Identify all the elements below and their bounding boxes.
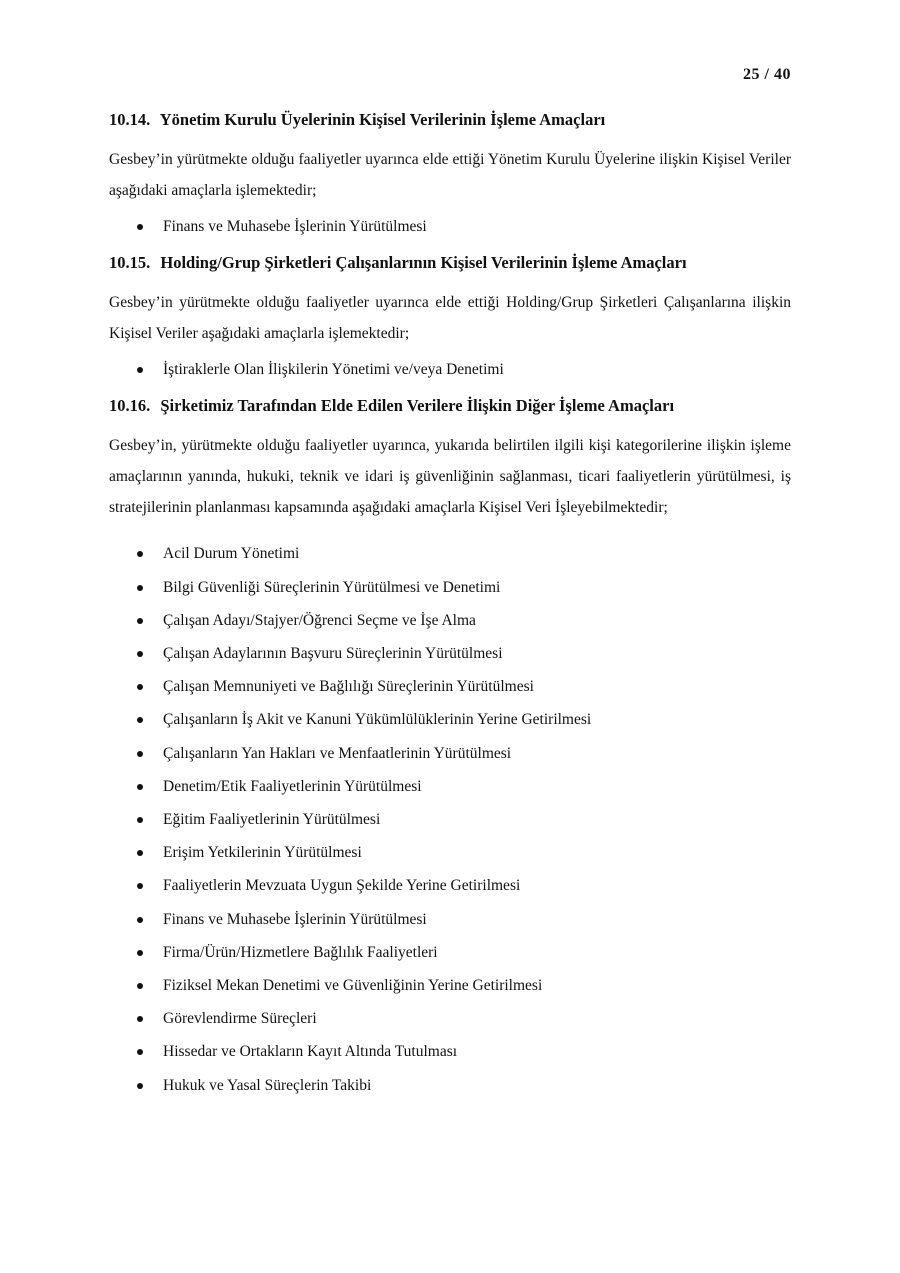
page-number: 25 / 40 [743, 66, 791, 83]
list-item [109, 604, 791, 637]
section-paragraph: Gesbey’in yürütmekte olduğu faaliyetler uyarınca elde ettiği Yönetim Kurulu Üyelerine ilişkin Kişisel Veriler aşağıdaki amaçlarla işlemektedir; [109, 151, 791, 199]
section-paragraph: Gesbey’in yürütmekte olduğu faaliyetler uyarınca elde ettiği Holding/Grup Şirketleri Çalışanlarına ilişkin Kişisel Veriler aşağıdaki amaçlarla işlemektedir; [109, 294, 791, 343]
list-item-text: Çalışan Adayı/Stajyer/Öğrenci Seçme ve İşe Alma [163, 611, 476, 629]
list-item [109, 803, 791, 836]
bullet-icon [137, 1083, 143, 1089]
list-item-text: Faaliyetlerin Mevzuata Uygun Şekilde Yerine Getirilmesi [163, 877, 521, 895]
list-item-text: Finans ve Muhasebe İşlerinin Yürütülmesi [163, 910, 427, 928]
list-item-text: Bilgi Güvenliği Süreçlerinin Yürütülmesi ve Denetimi [163, 578, 501, 596]
section-title: Şirketimiz Tarafından Elde Edilen Verilere İlişkin Diğer İşleme Amaçları [160, 396, 675, 416]
section-number: 10.16. [109, 396, 151, 416]
list-item-text: Hukuk ve Yasal Süreçlerin Takibi [163, 1076, 372, 1094]
section-heading [109, 251, 791, 275]
bullet-icon [137, 817, 143, 823]
section-number: 10.14. [109, 110, 151, 129]
bullet-icon [137, 684, 143, 690]
list-item-text: Acil Durum Yönetimi [163, 545, 300, 563]
list-item-text: Firma/Ürün/Hizmetlere Bağlılık Faaliyetleri [163, 943, 438, 961]
bullet-list [109, 353, 791, 386]
bullet-icon [137, 585, 143, 591]
list-item [109, 210, 791, 243]
list-item [109, 670, 791, 703]
bullet-icon [137, 784, 143, 790]
list-item [109, 571, 791, 604]
list-item-text: İştiraklerle Olan İlişkilerin Yönetimi ve/veya Denetimi [163, 361, 504, 379]
bullet-icon [137, 224, 143, 230]
section-number: 10.15. [109, 253, 151, 273]
bullet-icon [137, 717, 143, 723]
list-item-text: Erişim Yetkilerinin Yürütülmesi [163, 844, 362, 862]
list-item [109, 869, 791, 902]
list-item-text: Görevlendirme Süreçleri [163, 1010, 317, 1028]
bullet-icon [137, 618, 143, 624]
bullet-icon [137, 950, 143, 956]
list-item [109, 770, 791, 803]
list-item [109, 703, 791, 736]
list-item [109, 1035, 791, 1068]
bullet-icon [137, 883, 143, 889]
list-item-text: Hissedar ve Ortakların Kayıt Altında Tutulması [163, 1043, 458, 1061]
bullet-icon [137, 917, 143, 923]
section-10-16 [109, 394, 791, 1101]
section-title: Yönetim Kurulu Üyelerinin Kişisel Verilerinin İşleme Amaçları [159, 110, 606, 129]
section-title: Holding/Grup Şirketleri Çalışanlarının Kişisel Verilerinin İşleme Amaçları [160, 253, 687, 273]
list-item [109, 969, 791, 1002]
list-item-text: Çalışanların Yan Hakları ve Menfaatlerinin Yürütülmesi [163, 744, 512, 762]
list-item-text: Finans ve Muhasebe İşlerinin Yürütülmesi [163, 218, 427, 235]
list-item-text: Fiziksel Mekan Denetimi ve Güvenliğinin Yerine Getirilmesi [163, 977, 543, 995]
bullet-icon [137, 1016, 143, 1022]
section-heading [109, 108, 791, 132]
list-item [109, 936, 791, 969]
list-item [109, 903, 791, 936]
section-10-15 [109, 251, 791, 386]
section-paragraph: Gesbey’in, yürütmekte olduğu faaliyetler uyarınca, yukarıda belirtilen ilgili kişi kategorilerine ilişkin işleme amaçlarının yanında, hukuki, teknik ve idari iş güvenliğinin sağlanması, ticari faaliyetlerin yürütülmesi, iş stratejilerinin planlanması kapsamında aşağıdaki amaçlarla Kişisel Veri İşleyebilmektedir; [109, 437, 791, 517]
list-item-text: Eğitim Faaliyetlerinin Yürütülmesi [163, 811, 381, 829]
list-item [109, 353, 791, 386]
list-item-text: Çalışan Adaylarının Başvuru Süreçlerinin Yürütülmesi [163, 645, 503, 663]
bullet-list [109, 537, 791, 1101]
bullet-icon [137, 1049, 143, 1055]
list-item [109, 537, 791, 570]
bullet-icon [137, 983, 143, 989]
bullet-list [109, 210, 791, 243]
list-item [109, 836, 791, 869]
list-item [109, 737, 791, 770]
list-item-text: Çalışan Memnuniyeti ve Bağlılığı Süreçlerinin Yürütülmesi [163, 678, 534, 696]
list-item [109, 1069, 791, 1102]
section-heading [109, 394, 791, 418]
bullet-icon [137, 850, 143, 856]
list-item-text: Denetim/Etik Faaliyetlerinin Yürütülmesi [163, 777, 422, 795]
list-item [109, 1002, 791, 1035]
list-item-text: Çalışanların İş Akit ve Kanuni Yükümlülüklerinin Yerine Getirilmesi [163, 711, 592, 729]
list-item [109, 637, 791, 670]
bullet-icon [137, 551, 143, 557]
bullet-icon [137, 367, 143, 373]
bullet-icon [137, 651, 143, 657]
bullet-icon [137, 751, 143, 757]
page-content [109, 108, 791, 1110]
section-10-14 [109, 108, 791, 243]
